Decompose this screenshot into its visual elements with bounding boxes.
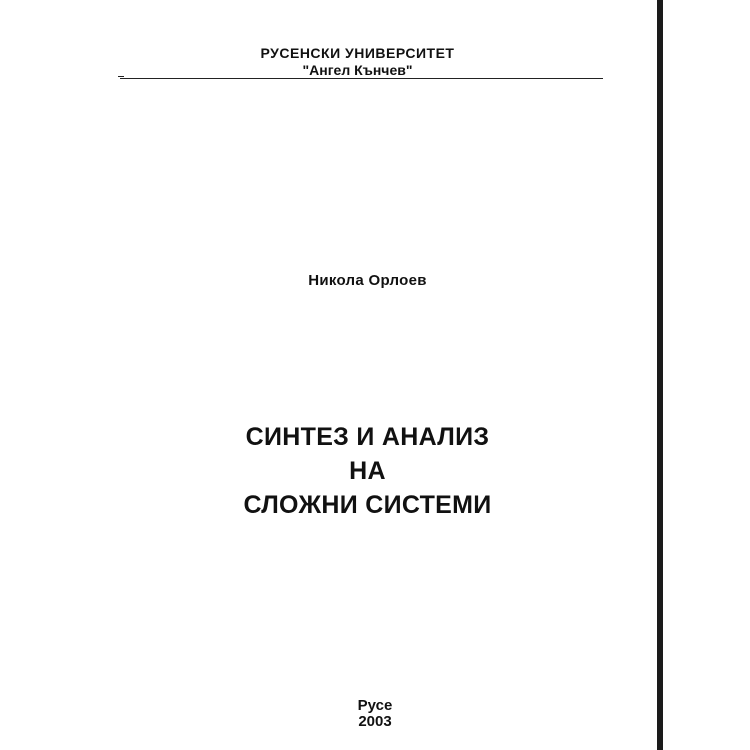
title-line-1: СИНТЕЗ И АНАЛИЗ — [245, 423, 490, 451]
title-line-2: НА — [349, 457, 386, 485]
page-edge-border — [657, 0, 663, 750]
author-name: Никола Орлоев — [308, 272, 427, 289]
university-label: РУСЕНСКИ УНИВЕРСИТЕТ — [260, 45, 455, 61]
title-line-3: СЛОЖНИ СИСТЕМИ — [243, 491, 492, 519]
header-divider — [120, 78, 603, 79]
book-title — [160, 420, 575, 522]
imprint-city: Русе — [357, 697, 393, 714]
publisher-header — [120, 45, 605, 79]
imprint-year: 2003 — [358, 713, 392, 730]
imprint — [300, 698, 450, 730]
university-name: "Ангел Кънчев" — [302, 62, 413, 78]
